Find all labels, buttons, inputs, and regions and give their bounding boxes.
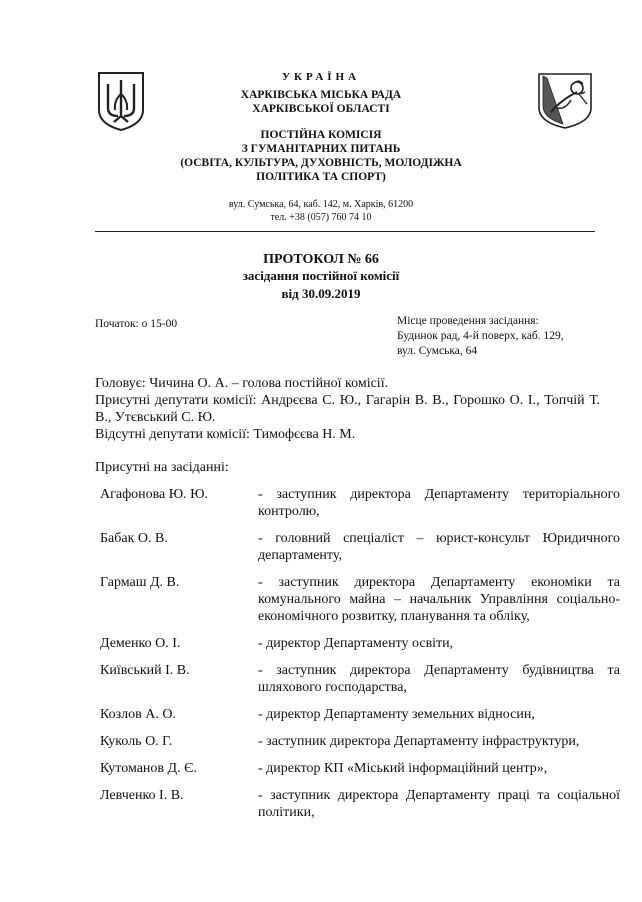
attendee-name: Куколь О. Г.: [100, 734, 173, 749]
absent-members: Відсутні депутати комісії: Тимофєєва Н. М.: [95, 427, 356, 442]
attendee-name: Левченко І. В.: [100, 788, 184, 803]
list-item: [100, 706, 620, 723]
attendee-role: - заступник директора Департаменту економіки та комунального майна – начальник Управління соціально-економічного розвитку, планування та обліку,: [258, 575, 620, 624]
start-time: Початок: о 15-00: [95, 318, 178, 330]
attendee-name: Київський І. В.: [100, 663, 190, 678]
attendee-name: Бабак О. В.: [100, 531, 168, 546]
list-item: [100, 760, 620, 777]
attendee-name: Агафонова Ю. Ю.: [100, 487, 209, 502]
attendance-block: [95, 375, 600, 443]
phone-line: тел. +38 (057) 760 74 10: [270, 212, 372, 223]
list-item: [100, 662, 620, 696]
place-line-3: вул. Сумська, 64: [397, 345, 478, 357]
chair-line: Головує: Чичина О. А. – голова постійної комісії.: [95, 376, 389, 391]
protocol-title: ПРОТОКОЛ № 66: [263, 252, 379, 267]
council-name: [0, 88, 642, 116]
country-name: УКРАЇНА: [281, 71, 361, 83]
protocol-subtitle: засідання постійної комісії: [242, 268, 400, 283]
attendee-name: Гармаш Д. В.: [100, 575, 180, 590]
list-item: [100, 530, 620, 564]
list-item: [100, 635, 620, 652]
attendee-role: - заступник директора Департаменту праці та соціальної політики,: [258, 788, 620, 820]
list-item: [100, 574, 620, 625]
present-members: Присутні депутати комісії: Андрєєва С. Ю., Гагарін В. В., Горошко О. І., Топчій Т. В., Утєвський С. Ю.: [95, 393, 600, 425]
header-divider: [95, 231, 595, 232]
list-item: [100, 486, 620, 520]
place-line-2: Будинок рад, 4-й поверх, каб. 129,: [397, 330, 564, 342]
attendee-role: - директор КП «Міський інформаційний центр»,: [258, 761, 548, 776]
meeting-place: [397, 314, 564, 359]
committee-name: [0, 128, 642, 184]
protocol-date: від 30.09.2019: [281, 286, 361, 301]
committee-line-4: ПОЛІТИКА ТА СПОРТ): [256, 171, 386, 183]
list-item: [100, 787, 620, 821]
committee-line-3: (ОСВІТА, КУЛЬТУРА, ДУХОВНІСТЬ, МОЛОДІЖНА: [180, 157, 462, 169]
committee-line-2: З ГУМАНІТАРНИХ ПИТАНЬ: [241, 143, 401, 155]
attendee-role: - заступник директора Департаменту інфраструктури,: [258, 734, 580, 749]
attendee-role: - заступник директора Департаменту будівництва та шляхового господарства,: [258, 663, 620, 695]
council-line-1: ХАРКІВСЬКА МІСЬКА РАДА: [240, 89, 402, 101]
present-label: Присутні на засіданні:: [95, 460, 229, 475]
attendees-list: [100, 486, 620, 831]
committee-line-1: ПОСТІЙНА КОМІСІЯ: [260, 129, 382, 141]
committee-address: [0, 198, 642, 224]
attendee-role: - директор Департаменту земельних відносин,: [258, 707, 535, 722]
list-item: [100, 733, 620, 750]
place-line-1: Місце проведення засідання:: [397, 315, 539, 327]
attendee-name: Кутоманов Д. Є.: [100, 761, 197, 776]
attendee-role: - директор Департаменту освіти,: [258, 636, 454, 651]
address-line: вул. Сумська, 64, каб. 142, м. Харків, 61200: [228, 199, 414, 210]
council-line-2: ХАРКІВСЬКОЇ ОБЛАСТІ: [252, 103, 390, 115]
attendee-role: - заступник директора Департаменту територіального контролю,: [258, 487, 620, 519]
attendee-name: Козлов А. О.: [100, 707, 176, 722]
attendee-name: Деменко О. І.: [100, 636, 181, 651]
attendee-role: - головний спеціаліст – юрист-консульт Юридичного департаменту,: [258, 531, 620, 563]
